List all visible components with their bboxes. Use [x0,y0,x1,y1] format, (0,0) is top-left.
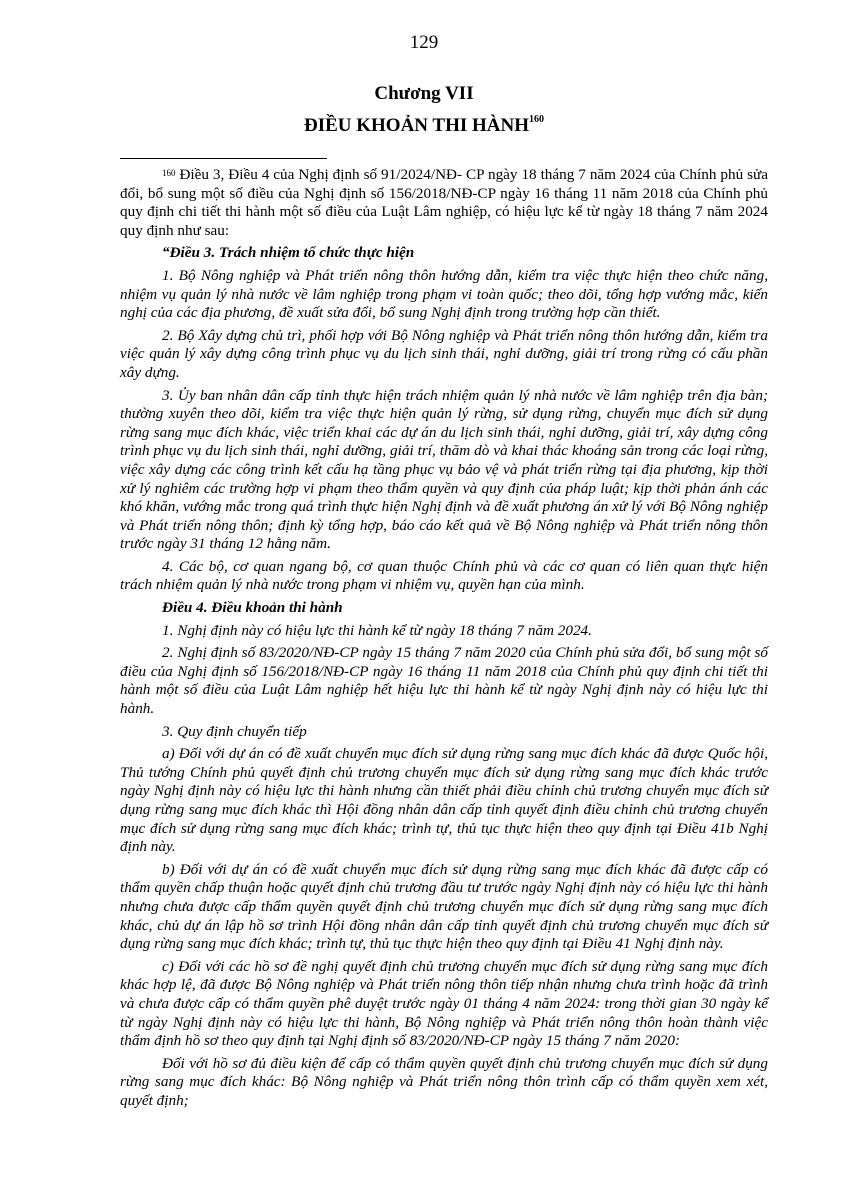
article4-item-a: a) Đối với dự án có đề xuất chuyển mục đích sử dụng rừng sang mục đích khác đã được Quốc hội, Thủ tướng Chính phủ quyết định chủ trương chuyển mục đích sử dụng rừng sang mục đích khác trước ngày Nghị định này có hiệu lực thi hành nhưng cần thiết phải điều chỉnh chủ trương chuyển mục đích sử dụng rừng sang mục đích khác thì Hội đồng nhân dân cấp tỉnh quyết định điều chỉnh chủ trương chuyển mục đích sử dụng rừng sang mục đích khác; trình tự, thủ tục thực hiện theo quy định tại Điều 41b Nghị định này. [120,745,768,856]
article3-paragraph-1: 1. Bộ Nông nghiệp và Phát triển nông thôn hướng dẫn, kiểm tra việc thực hiện theo chức năng, nhiệm vụ quản lý nhà nước về lâm nghiệp trong phạm vi toàn quốc; theo dõi, tổng hợp vướng mắc, kiến nghị của các địa phương, đề xuất sửa đổi, bổ sung Nghị định trong trường hợp cần thiết. [120,266,768,322]
chapter-title-text: ĐIỀU KHOẢN THI HÀNH [303,115,530,136]
article4-paragraph-3: 3. Quy định chuyển tiếp [162,722,307,740]
article3-paragraph-3: 3. Ủy ban nhân dân cấp tỉnh thực hiện trách nhiệm quản lý nhà nước về lâm nghiệp trên địa bàn; thường xuyên theo dõi, kiểm tra việc thực hiện quản lý rừng, sử dụng rừng, chuyển mục đích sử dụng rừng sang mục đích khác, việc triển khai các dự án du lịch sinh thái, nghỉ dưỡng, giải trí, xây dựng công trình phục vụ du lịch sinh thái, nghỉ dưỡng, giải trí, thăm dò và khai thác khoáng sản trong các loại rừng, việc xây dựng các công trình kết cấu hạ tầng phục vụ bảo vệ và phát triển rừng tại địa phương, kịp thời xử lý nghiêm các trường hợp vi phạm theo thẩm quyền và quy định của pháp luật; kịp thời phản ánh các khó khăn, vướng mắc trong quá trình thực hiện Nghị định và đề xuất phương án xử lý với Bộ Nông nghiệp và Phát triển nông thôn; định kỳ tổng hợp, báo cáo kết quả về Bộ Nông nghiệp và Phát triển nông thôn trước ngày 31 tháng 12 hằng năm. [120,386,768,553]
footnote-160 [120,166,768,1115]
footnote-separator [120,158,327,159]
article3-paragraph-4: 4. Các bộ, cơ quan ngang bộ, cơ quan thuộc Chính phủ và các cơ quan có liên quan thực hiện trách nhiệm quản lý nhà nước trong phạm vi nhiệm vụ, quyền hạn của mình. [120,557,768,594]
title-footnote-ref[interactable]: 160 [529,114,545,125]
footnote-intro-text: Điều 3, Điều 4 của Nghị định số 91/2024/NĐ- CP ngày 18 tháng 7 năm 2024 của Chính phủ sửa đổi, bổ sung một số điều của Nghị định số 156/2018/NĐ-CP ngày 16 tháng 11 năm 2018 của Chính phủ quy định chi tiết thi hành một số điều của Luật Lâm nghiệp, có hiệu lực kể từ ngày 18 tháng 7 năm 2024 quy định như sau: [120,166,768,239]
article4-item-c: c) Đối với các hồ sơ đề nghị quyết định chủ trương chuyển mục đích sử dụng rừng sang mục đích khác hợp lệ, đã được Bộ Nông nghiệp và Phát triển nông thôn tiếp nhận nhưng chưa trình hoặc đã trình và chưa được cấp có thẩm quyền phê duyệt trước ngày 01 tháng 4 năm 2024: trong thời gian 30 ngày kể từ ngày Nghị định này có hiệu lực thi hành, Bộ Nông nghiệp và Phát triển nông thôn hoàn thành việc thẩm định hồ sơ theo quy định tại Nghị định số 83/2020/NĐ-CP ngày 15 tháng 7 năm 2020: [120,957,768,1050]
chapter-title [0,115,848,137]
article4-item-b: b) Đối với dự án có đề xuất chuyển mục đích sử dụng rừng sang mục đích khác đã được cấp có thẩm quyền chấp thuận hoặc quyết định chủ trương đầu tư trước ngày Nghị định này có hiệu lực thi hành nhưng chưa được cấp thẩm quyền quyết định chủ trương chuyển mục đích sử dụng rừng sang mục đích khác, chủ dự án lập hồ sơ trình Hội đồng nhân dân cấp tỉnh quyết định chủ trương chuyển mục đích sử dụng rừng sang mục đích khác; trình tự, thủ tục thực hiện theo quy định tại Điều 41 Nghị định này. [120,860,768,953]
article4-paragraph-1: 1. Nghị định này có hiệu lực thi hành kể từ ngày 18 tháng 7 năm 2024. [162,621,592,639]
article4-paragraph-2: 2. Nghị định số 83/2020/NĐ-CP ngày 15 tháng 7 năm 2020 của Chính phủ sửa đổi, bổ sung một số điều của Nghị định số 156/2018/NĐ-CP ngày 16 tháng 11 năm 2018 của Chính phủ quy định chi tiết thi hành một số điều của Luật Lâm nghiệp hết hiệu lực thi hành kể từ ngày Nghị định này có hiệu lực thi hành. [120,644,768,718]
article3-heading: “Điều 3. Trách nhiệm tổ chức thực hiện [162,244,415,262]
article3-paragraph-2: 2. Bộ Xây dựng chủ trì, phối hợp với Bộ Nông nghiệp và Phát triển nông thôn hướng dẫn, kiểm tra việc quản lý xây dựng công trình phục vụ du lịch sinh thái, nghỉ dưỡng, giải trí trong rừng có cấu phần xây dựng. [120,326,768,381]
footnote-intro [120,166,768,240]
chapter-heading: Chương VII [374,83,474,104]
footnote-number: 160 [162,168,176,178]
article4-heading: Điều 4. Điều khoản thi hành [162,599,343,617]
article4-item-c-continued: Đối với hồ sơ đủ điều kiện để cấp có thẩm quyền quyết định chủ trương chuyển mục đích sử dụng rừng sang mục đích khác: Bộ Nông nghiệp và Phát triển nông thôn trình cấp có thẩm quyền xem xét, quyết định; [120,1054,768,1109]
page-number: 129 [409,32,439,53]
